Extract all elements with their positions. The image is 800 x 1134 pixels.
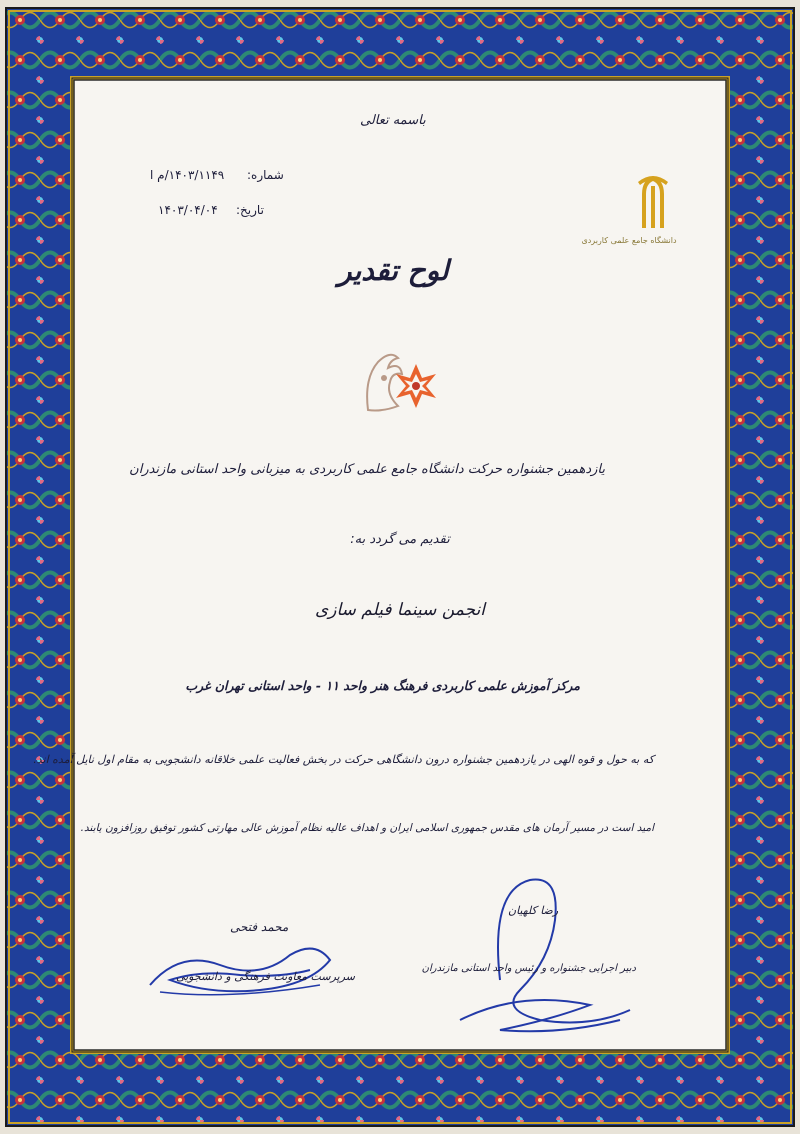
achievement-text: که به حول و قوه الهی در یازدهمین جشنواره درون دانشگاهی حرکت در بخش فعالیت علمی خلاقانه دانشجویی به مقام اول نایل آمده اند.: [33, 753, 654, 766]
left-signatory-name: محمد فتحی: [230, 920, 289, 934]
number-value: ۱۴۰۳/۱۱۴۹/م ا: [150, 168, 225, 182]
invocation-text: باسمه تعالی: [360, 113, 426, 128]
right-signatory-title: دبیر اجرایی جشنواره و رئیس واحد استانی مازندران: [421, 963, 636, 974]
number-label: شماره:: [247, 168, 284, 182]
university-name: دانشگاه جامع علمی کاربردی: [581, 236, 677, 245]
date-label: تاریخ:: [236, 203, 264, 217]
right-signature-icon: [440, 870, 640, 1040]
center-name: مرکز آموزش علمی کاربردی فرهنگ هنر واحد ۱۱ - واحد استانی تهران غرب: [185, 678, 580, 693]
date-value: ۱۴۰۳/۰۴/۰۴: [158, 203, 218, 217]
presented-to-text: تقدیم می گردد به:: [350, 532, 450, 547]
left-signatory-title: سرپرست معاونت فرهنگی و دانشجویی: [176, 970, 355, 983]
recipient-name: انجمن سینما فیلم سازی: [314, 600, 486, 620]
wish-text: امید است در مسیر آرمان های مقدس جمهوری اسلامی ایران و اهداف عالیه نظام آموزش عالی مهارتی کشور توفیق روزافزون یابند.: [80, 822, 654, 834]
certificate-title: لوح تقدیر: [338, 254, 449, 287]
right-signatory-name: رضا کلهیان: [508, 904, 559, 917]
festival-text: یازدهمین جشنواره حرکت دانشگاه جامع علمی کاربردی به میزبانی واحد استانی مازندران: [129, 462, 605, 477]
university-logo-icon: [634, 172, 672, 230]
festival-emblem-icon: [360, 348, 440, 416]
